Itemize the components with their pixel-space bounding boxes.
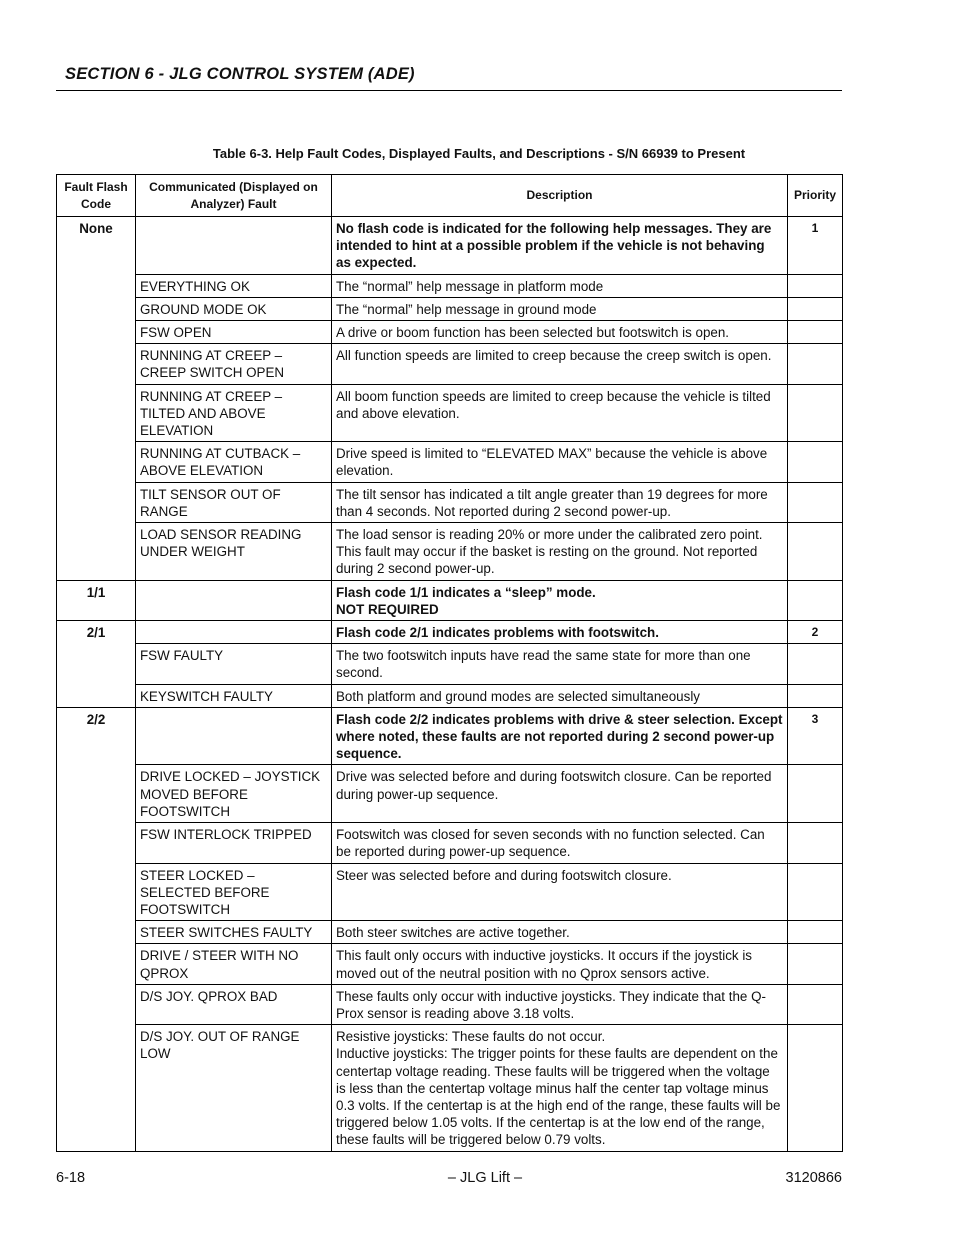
priority-cell-empty <box>788 482 843 522</box>
displayed-fault: KEYSWITCH FAULTY <box>136 684 332 707</box>
priority-cell-empty <box>788 523 843 581</box>
column-header-code: Fault Flash Code <box>57 175 136 217</box>
fault-description: Both platform and ground modes are selected simultaneously <box>332 684 788 707</box>
fault-group-row <box>57 217 843 275</box>
table-row <box>57 984 843 1024</box>
table-row <box>57 1025 843 1151</box>
priority-cell-empty <box>788 274 843 297</box>
table-row <box>57 944 843 984</box>
group-description: Flash code 2/2 indicates problems with drive & steer selection. Except where noted, these faults are not reported during 2 second power-up sequence. <box>332 707 788 765</box>
fault-group-row <box>57 580 843 620</box>
priority-cell-empty <box>788 823 843 863</box>
footer-brand: – JLG Lift – <box>447 1170 523 1186</box>
priority-cell-empty <box>788 321 843 344</box>
fault-flash-code: None <box>57 217 136 581</box>
fault-cell-empty <box>136 217 332 275</box>
displayed-fault: FSW OPEN <box>136 321 332 344</box>
table-row <box>57 921 843 944</box>
priority-cell-empty <box>788 921 843 944</box>
page-number: 6-18 <box>56 1170 86 1186</box>
priority-cell-empty <box>788 1025 843 1151</box>
fault-description: The load sensor is reading 20% or more under the calibrated zero point. This fault may occur if the basket is resting on the ground. Not reported during 2 second power-up. <box>332 523 788 581</box>
priority-cell: 3 <box>788 707 843 765</box>
table-header-row <box>57 175 843 217</box>
fault-description: Both steer switches are active together. <box>332 921 788 944</box>
fault-description: A drive or boom function has been selected but footswitch is open. <box>332 321 788 344</box>
fault-description: All boom function speeds are limited to creep because the vehicle is tilted and above elevation. <box>332 384 788 442</box>
priority-cell-empty <box>788 863 843 921</box>
displayed-fault: TILT SENSOR OUT OF RANGE <box>136 482 332 522</box>
displayed-fault: RUNNING AT CREEP – TILTED AND ABOVE ELEVATION <box>136 384 332 442</box>
priority-cell: 1 <box>788 217 843 275</box>
fault-description: Steer was selected before and during footswitch closure. <box>332 863 788 921</box>
header-divider <box>56 90 842 91</box>
section-title: SECTION 6 - JLG CONTROL SYSTEM (ADE) <box>65 65 415 83</box>
priority-cell-empty <box>788 944 843 984</box>
group-description: No flash code is indicated for the following help messages. They are intended to hint at a possible problem if the vehicle is not behaving as expected. <box>332 217 788 275</box>
fault-flash-code: 2/2 <box>57 707 136 1151</box>
column-header-description: Description <box>332 175 788 217</box>
group-description: Flash code 1/1 indicates a “sleep” mode. NOT REQUIRED <box>332 580 788 620</box>
displayed-fault: RUNNING AT CUTBACK – ABOVE ELEVATION <box>136 442 332 482</box>
fault-description: Drive was selected before and during footswitch closure. Can be reported during power-up sequence. <box>332 765 788 823</box>
fault-cell-empty <box>136 707 332 765</box>
priority-cell-empty <box>788 765 843 823</box>
displayed-fault: STEER SWITCHES FAULTY <box>136 921 332 944</box>
fault-description: Footswitch was closed for seven seconds with no function selected. Can be reported during power-up sequence. <box>332 823 788 863</box>
fault-group-row <box>57 707 843 765</box>
priority-cell-empty <box>788 344 843 384</box>
displayed-fault: DRIVE LOCKED – JOYSTICK MOVED BEFORE FOOTSWITCH <box>136 765 332 823</box>
priority-cell-empty <box>788 684 843 707</box>
fault-description: The “normal” help message in ground mode <box>332 297 788 320</box>
priority-cell: 2 <box>788 621 843 644</box>
fault-description: These faults only occur with inductive joysticks. They indicate that the Q-Prox sensor is reading above 3.18 volts. <box>332 984 788 1024</box>
table-row <box>57 442 843 482</box>
displayed-fault: FSW INTERLOCK TRIPPED <box>136 823 332 863</box>
displayed-fault: LOAD SENSOR READING UNDER WEIGHT <box>136 523 332 581</box>
displayed-fault: FSW FAULTY <box>136 644 332 684</box>
displayed-fault: GROUND MODE OK <box>136 297 332 320</box>
table-caption: Table 6-3. Help Fault Codes, Displayed Faults, and Descriptions - S/N 66939 to Present <box>212 146 746 161</box>
displayed-fault: STEER LOCKED – SELECTED BEFORE FOOTSWITCH <box>136 863 332 921</box>
fault-code-table <box>56 174 843 1152</box>
table-row <box>57 321 843 344</box>
displayed-fault: D/S JOY. OUT OF RANGE LOW <box>136 1025 332 1151</box>
fault-description: The tilt sensor has indicated a tilt angle greater than 19 degrees for more than 4 seconds. Not reported during 2 second power-up. <box>332 482 788 522</box>
group-description: Flash code 2/1 indicates problems with footswitch. <box>332 621 788 644</box>
table-row <box>57 684 843 707</box>
column-header-fault: Communicated (Displayed on Analyzer) Fault <box>136 175 332 217</box>
priority-cell-empty <box>788 984 843 1024</box>
priority-cell-empty <box>788 644 843 684</box>
table-body <box>57 217 843 1152</box>
priority-cell-empty <box>788 297 843 320</box>
table-row <box>57 523 843 581</box>
table-row <box>57 384 843 442</box>
priority-cell-empty <box>788 442 843 482</box>
displayed-fault: DRIVE / STEER WITH NO QPROX <box>136 944 332 984</box>
fault-flash-code: 1/1 <box>57 580 136 620</box>
fault-description: Drive speed is limited to “ELEVATED MAX” because the vehicle is above elevation. <box>332 442 788 482</box>
fault-flash-code: 2/1 <box>57 621 136 708</box>
fault-cell-empty <box>136 580 332 620</box>
fault-description: This fault only occurs with inductive joysticks. It occurs if the joystick is moved out of the neutral position with no Qprox sensors active. <box>332 944 788 984</box>
fault-group-row <box>57 621 843 644</box>
table-row <box>57 297 843 320</box>
displayed-fault: EVERYTHING OK <box>136 274 332 297</box>
table-row <box>57 644 843 684</box>
table-row <box>57 344 843 384</box>
table-row <box>57 823 843 863</box>
priority-cell <box>788 580 843 620</box>
displayed-fault: D/S JOY. QPROX BAD <box>136 984 332 1024</box>
fault-description: The “normal” help message in platform mode <box>332 274 788 297</box>
table-row <box>57 863 843 921</box>
fault-description: All function speeds are limited to creep because the creep switch is open. <box>332 344 788 384</box>
table-row <box>57 274 843 297</box>
fault-cell-empty <box>136 621 332 644</box>
priority-cell-empty <box>788 384 843 442</box>
document-number: 3120866 <box>785 1170 842 1186</box>
table-row <box>57 482 843 522</box>
fault-description: The two footswitch inputs have read the same state for more than one second. <box>332 644 788 684</box>
table-row <box>57 765 843 823</box>
fault-description: Resistive joysticks: These faults do not occur. Inductive joysticks: The trigger points for these faults are dependent on the centertap voltage reading. These faults will be triggered when the voltage is less than the centertap voltage minus half the center tap voltage minus 0.3 volts. If the centertap is at the high end of the range, these faults will be triggered below 1.05 volts. If the centertap is at the low end of the range, these faults will be triggered below 0.79 volts. <box>332 1025 788 1151</box>
column-header-priority: Priority <box>788 175 843 217</box>
displayed-fault: RUNNING AT CREEP – CREEP SWITCH OPEN <box>136 344 332 384</box>
